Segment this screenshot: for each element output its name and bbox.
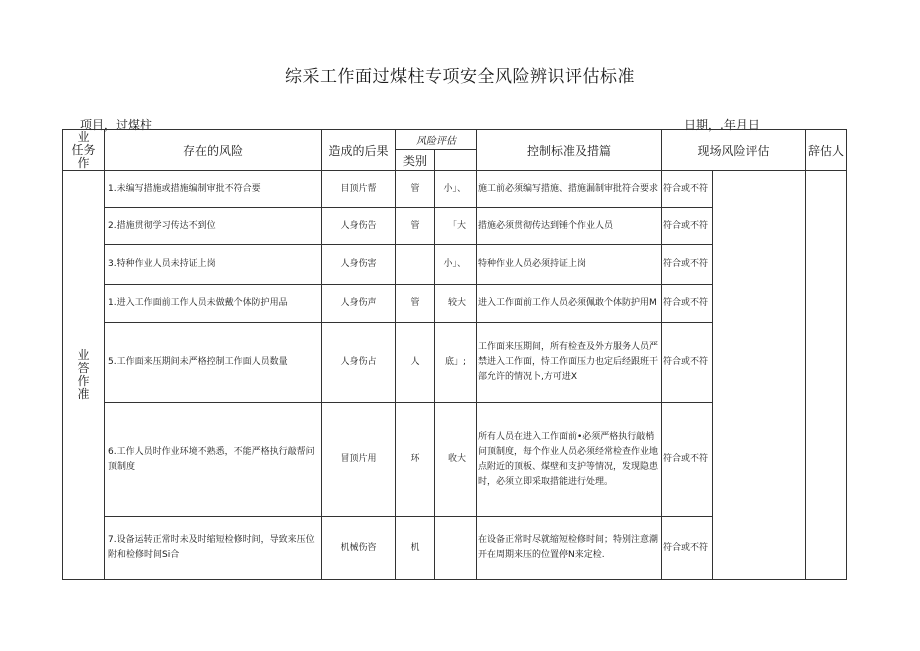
project-label: 项目，过煤柱 [80,118,153,132]
consequence-cell: 冒顶片用 [322,403,396,517]
risk-cell: 5.工作面来压期间未严格控制工作面人员数量 [105,323,322,403]
header-evaluator: 辞估人 [806,130,847,171]
evaluator-cell [806,171,847,580]
risk-cell: 3.特种作业人员未持证上岗 [105,245,322,285]
control-cell: 措施必须贯彻传达到锤个作业人员 [477,208,662,245]
level-cell: 底」; [435,323,477,403]
risk-cell: 1.进入工作面前工作人员未做戴个体防护用品 [105,285,322,323]
control-cell: 施工前必须编写措施、措施漏制审批符合要求 [477,171,662,208]
control-cell: 进入工作面前工作人员必须佩敢个体防护用M [477,285,662,323]
page-title: 综采工作面过煤柱专项安全风险辨识评估标准 [285,67,635,87]
onsite-notes-cell [713,171,806,580]
header-level-blank [435,150,477,171]
consequence-cell: 目顶片帮 [322,171,396,208]
consequence-cell: 机械伤咨 [322,517,396,580]
control-cell: 在设备正常时尽就缩短检修时间；特别注意潮开在周期来压的位置停N来定检. [477,517,662,580]
eval-cell: 符合或不符 [662,285,713,323]
category-cell: 环 [396,403,435,517]
control-cell: 特种作业人员必须持证上岗 [477,245,662,285]
consequence-cell: 人身伤声 [322,285,396,323]
risk-cell: 2.措施贯彻学习传达不到位 [105,208,322,245]
header-onsite: 现场风险评估 [662,130,806,171]
consequence-cell: 人身伤害 [322,245,396,285]
consequence-cell: 人身伤告 [322,208,396,245]
category-cell: 人 [396,323,435,403]
consequence-cell: 人身伤占 [322,323,396,403]
date-label: 日期，.年月日 [684,118,760,132]
level-cell: 小」、 [435,171,477,208]
task-label: 业 答 作 准 [63,171,105,580]
header-risk-eval: 风险评估 [396,130,477,150]
category-cell: 管 [396,285,435,323]
level-cell: 收大 [435,403,477,517]
table-row [63,171,847,208]
header-category: 类别 [396,150,435,171]
eval-cell: 符合或不符 [662,208,713,245]
risk-cell: 1.未编写措施或措施编制审批不符合要 [105,171,322,208]
eval-cell: 符合或不符 [662,403,713,517]
header-consequence: 造成的后果 [322,130,396,171]
category-cell: 管 [396,208,435,245]
eval-cell: 符合或不符 [662,517,713,580]
level-cell [435,517,477,580]
risk-cell: 7.设备运转正常时未及时缩短检修时间，导致来压位附和检修时间Si合 [105,517,322,580]
level-cell: 较大 [435,285,477,323]
risk-table [62,129,847,580]
level-cell: 小」、 [435,245,477,285]
eval-cell: 符合或不符 [662,245,713,285]
category-cell: 管 [396,171,435,208]
control-cell: 工作面来压期间，所有检查及外方服务人员严禁进入工作面，恃工作面压力也定后经跟班干部允许的情况卜,方可进X [477,323,662,403]
header-risk: 存在的风险 [105,130,322,171]
control-cell: 所有人员在进入工作面前•必须严格执行敲梢问顶制度，每个作业人员必须经常检查作业地点附近的顶板、煤壁和支护等情况，发现隐患时，必须立即采取措能进行处理。 [477,403,662,517]
header-control: 控制标准及措篇 [477,130,662,171]
eval-cell: 符合或不符 [662,323,713,403]
eval-cell: 符合或不符 [662,171,713,208]
category-cell [396,245,435,285]
level-cell: 「大 [435,208,477,245]
risk-cell: 6.工作人员时作业环境不熟悉，不能严格执行敲帮问顶制度 [105,403,322,517]
category-cell: 机 [396,517,435,580]
header-task: 业 任务 作 [63,130,105,171]
